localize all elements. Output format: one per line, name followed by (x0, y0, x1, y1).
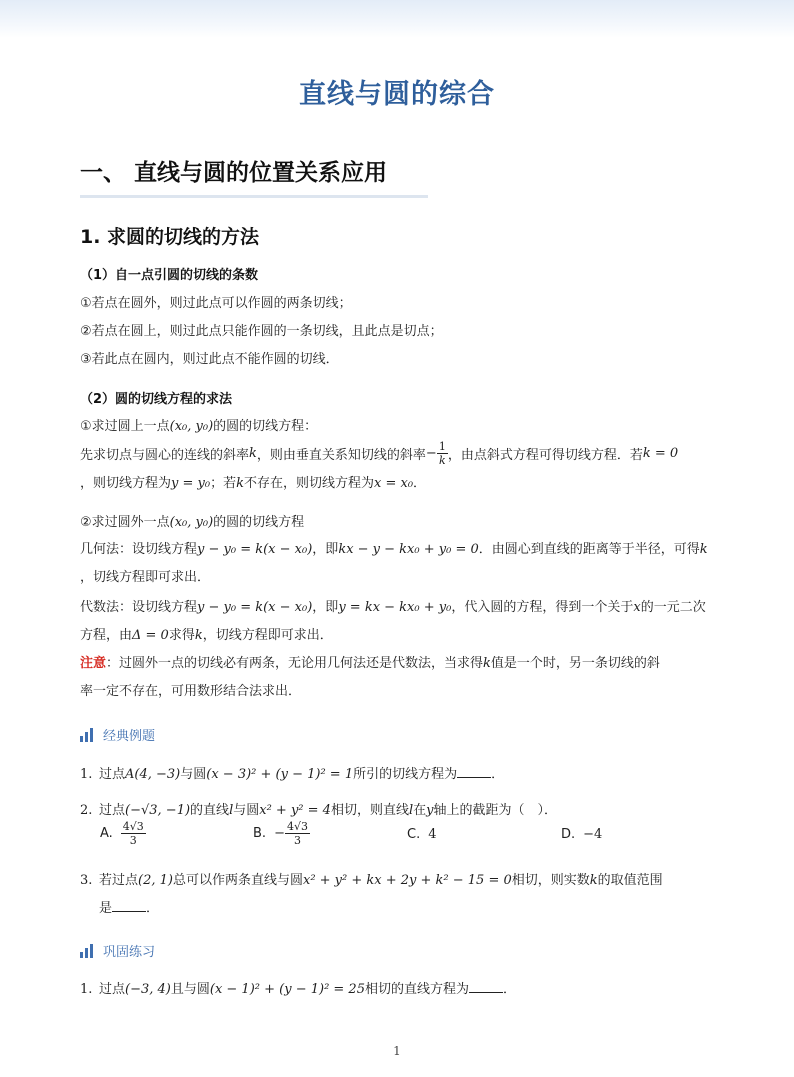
text: 的取值范围 (597, 873, 663, 888)
math: k (249, 445, 257, 461)
header-band (0, 0, 794, 38)
minus-sign: − (274, 826, 285, 841)
math: y = kx − kx₀ + y₀ (338, 600, 452, 615)
section-underline (80, 195, 428, 198)
item-number: 1. (80, 982, 93, 997)
item-number: 2. (80, 803, 93, 818)
math: l (408, 803, 414, 818)
item-number: 3. (80, 873, 93, 888)
math: A(4, −3) (125, 767, 181, 782)
text: 不存在，则切线方程为 (243, 476, 374, 491)
part2-item1 (80, 415, 317, 434)
text: 的圆的切线方程： (213, 419, 318, 434)
math: k (699, 542, 708, 557)
label-text: 巩固练习 (103, 945, 156, 960)
examples-label (80, 725, 155, 744)
part1-line-1: ①若点在圆外，则过此点可以作圆的两条切线； (80, 296, 352, 311)
text: 且与圆 (170, 982, 210, 997)
algebraic-method (80, 596, 706, 615)
note-label: 注意 (80, 656, 107, 671)
text: ，切线方程即可求出． (202, 628, 333, 643)
text: 与圆 (233, 803, 260, 818)
math: (x₀, y₀) (169, 515, 214, 530)
text: 若过点 (99, 873, 139, 888)
text: ，代入圆的方程，得到一个关于 (451, 600, 634, 615)
algebraic-method-line2 (80, 624, 333, 643)
part1-heading: （1）自一点引圆的切线的条数 (80, 268, 259, 283)
part1-line-2: ②若点在圆上，则过此点只能作圆的一条切线，且此点是切点； (80, 324, 443, 339)
text: ，即 (312, 542, 339, 557)
text: 相切的直线方程为 (364, 982, 469, 997)
numerator: 4√3 (122, 820, 144, 833)
text: ． (491, 767, 505, 782)
fraction (121, 820, 146, 847)
part2-heading: （2）圆的切线方程的求法 (80, 392, 233, 407)
part2-item1-line2 (80, 436, 678, 470)
math: k (589, 873, 598, 888)
example-2 (80, 799, 557, 818)
text: 总可以作两条直线与圆 (172, 873, 303, 888)
text: 轴上的截距为（ ）． (433, 803, 558, 818)
page-number: 1 (393, 1044, 401, 1058)
math: k (483, 656, 491, 671)
math: y − y₀ = k(x − x₀) (197, 542, 313, 557)
text: 是 (99, 901, 113, 916)
math: kx − y − kx₀ + y₀ = 0 (338, 542, 479, 557)
text: 相切，则直线 (330, 803, 409, 818)
geometric-method-line2: ，切线方程即可求出． (80, 570, 211, 585)
option-label: A. (100, 826, 113, 841)
math: (2, 1) (138, 873, 173, 888)
option-value: 4 (428, 827, 437, 842)
math: y (426, 803, 434, 818)
text: 几何法：设切线方程 (80, 542, 198, 557)
part2-item1-line3 (80, 472, 426, 491)
option-value: −4 (583, 827, 603, 842)
text: ，则由垂直关系知切线的斜率 (256, 447, 426, 463)
text: ：过圆外一点的切线必有两条，无论用几何法还是代数法，当求得 (106, 656, 484, 671)
example-1 (80, 763, 504, 782)
part2-item2 (80, 511, 304, 530)
note-line2: 率一定不存在，可用数形结合法求出． (80, 684, 302, 699)
document-title: 直线与圆的综合 (299, 79, 495, 110)
option-b (253, 820, 310, 847)
math: k = 0 (642, 445, 679, 461)
math: x (633, 600, 641, 615)
math: (x − 1)² + (y − 1)² = 25 (209, 982, 365, 997)
text: 求得 (168, 628, 195, 643)
text: 过点 (99, 982, 126, 997)
example-3 (80, 869, 663, 888)
geometric-method (80, 538, 708, 557)
label-text: 经典例题 (103, 729, 156, 744)
fraction (285, 820, 310, 847)
text: ． (413, 476, 427, 491)
math: (−√3, −1) (125, 803, 191, 818)
text: 过点 (99, 767, 126, 782)
text: ． (146, 901, 160, 916)
text: 相切，则实数 (511, 873, 590, 888)
math: (x − 3)² + (y − 1)² = 1 (206, 767, 354, 782)
item-number: 1. (80, 767, 93, 782)
answer-blank (112, 899, 146, 912)
text: 的直线 (190, 803, 230, 818)
numerator: 4√3 (286, 820, 308, 833)
option-c (407, 827, 437, 842)
math: y = y₀ (171, 476, 211, 491)
math: y − y₀ = k(x − x₀) (197, 600, 313, 615)
math: (x₀, y₀) (169, 419, 214, 434)
text: 在 (413, 803, 427, 818)
numerator: 1 (438, 439, 446, 453)
text: 过点 (99, 803, 126, 818)
answer-blank (457, 765, 491, 778)
math: k (236, 476, 244, 491)
minus-sign: − (425, 445, 437, 461)
option-d (561, 827, 602, 842)
option-label: C. (407, 827, 421, 842)
practice-1 (80, 978, 516, 997)
text: ，则切线方程为 (80, 476, 172, 491)
answer-blank (469, 980, 503, 993)
option-a (100, 820, 146, 847)
text: ．由圆心到直线的距离等于半径，可得 (478, 542, 700, 557)
note (80, 652, 660, 671)
math: k (194, 628, 203, 643)
text: ． (503, 982, 517, 997)
practice-label (80, 941, 155, 960)
text: 代数法：设切线方程 (80, 600, 198, 615)
subsection-heading: 1. 求圆的切线的方法 (80, 226, 260, 248)
math: x² + y² = 4 (259, 803, 331, 818)
math: (−3, 4) (125, 982, 171, 997)
text: ；若 (210, 476, 237, 491)
denominator: 3 (129, 834, 137, 847)
part1-line-3: ③若此点在圆内，则过此点不能作圆的切线． (80, 352, 339, 367)
text: 与圆 (180, 767, 207, 782)
text: 的一元二次 (640, 600, 706, 615)
math: Δ = 0 (132, 628, 169, 643)
text: ，由点斜式方程可得切线方程．若 (447, 447, 643, 463)
option-label: B. (253, 826, 267, 841)
text: 所引的切线方程为 (353, 767, 458, 782)
text: 先求切点与圆心的连线的斜率 (80, 447, 250, 463)
text: 方程，由 (80, 628, 133, 643)
math: l (229, 803, 234, 818)
math: x² + y² + kx + 2y + k² − 15 = 0 (302, 873, 512, 888)
section-heading: 一、 直线与圆的位置关系应用 (80, 160, 388, 186)
math: x = x₀ (374, 476, 414, 491)
bar-chart-icon (80, 728, 93, 742)
text: ②求过圆外一点 (80, 515, 170, 530)
example-3-line2 (99, 897, 159, 916)
denominator: k (438, 453, 446, 467)
fraction (437, 440, 448, 467)
text: ①求过圆上一点 (80, 419, 170, 434)
text: ，即 (312, 600, 339, 615)
text: 值是一个时，另一条切线的斜 (490, 656, 660, 671)
text: 的圆的切线方程 (213, 515, 305, 530)
denominator: 3 (293, 834, 301, 847)
bar-chart-icon (80, 944, 93, 958)
option-label: D. (561, 827, 576, 842)
